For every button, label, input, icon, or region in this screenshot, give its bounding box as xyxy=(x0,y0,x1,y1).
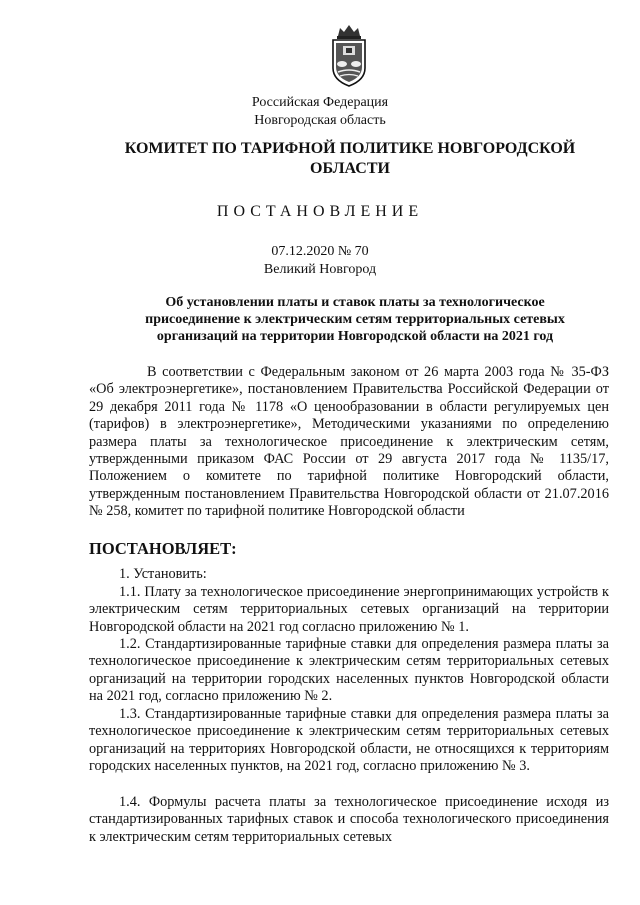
item-1-2: 1.2. Стандартизированные тарифные ставки для определения размера платы за технологическое присоединение к электрическим сетям территориальных сетевых организаций на территории городских населенных пунктов Новгородской области на 2021 год, согласно приложению № 2. xyxy=(89,636,609,705)
item-1: 1. Установить: xyxy=(119,566,207,582)
preamble-paragraph: В соответствии с Федеральным законом от 26 марта 2003 года № 35-ФЗ «Об электроэнергетике», постановлением Правительства Российской Федерации от 29 декабря 2011 года № 1178 «О ценообразовании в области регулируемых цен (тарифов) в электроэнергетике», Методическими указаниями по определению размера платы за технологическое присоединение к электрическим сетям, утвержденными приказом ФАС России от 29 августа 2017 года № 1135/17, Положением о комитете по тарифной политике Новгородский области, утвержденным постановлением Правительства Новгородской области от 21.07.2016 № 258, комитет по тарифной политике Новгородской области xyxy=(89,364,609,520)
date-number: 07.12.2020 № 70 xyxy=(271,244,369,259)
coat-of-arms-emblem xyxy=(328,22,370,88)
document-subject: Об установлении платы и ставок платы за технологическое присоединение к электрическим сетям территориальных сетевых организаций на территории Новгородской области на 2021 год xyxy=(145,295,565,344)
place-of-issue: Великий Новгород xyxy=(263,262,377,277)
document-type: ПОСТАНОВЛЕНИЕ xyxy=(216,203,424,220)
resolve-heading: ПОСТАНОВЛЯЕТ: xyxy=(89,539,237,558)
item-1-1: 1.1. Плату за технологическое присоединение энергопринимающих устройств к электрическим сетям территориальных сетевых организаций на территории Новгородской области на 2021 год согласно приложению № 1. xyxy=(89,584,609,635)
country-name: Российская Федерация xyxy=(251,95,389,110)
item-1-4: 1.4. Формулы расчета платы за технологическое присоединение исходя из стандартизированных тарифных ставок и способа технологического присоединения к электрическим сетям территориальных сетевых xyxy=(89,794,609,845)
coat-of-arms-icon xyxy=(328,22,370,88)
region-name: Новгородская область xyxy=(254,113,386,128)
item-1-3: 1.3. Стандартизированные тарифные ставки для определения размера платы за технологическое присоединение к электрическим сетям территориальных сетевых организаций на территориях Новгородской области, не относящихся к территориям городских населенных пунктов, на 2021 год, согласно приложению № 3. xyxy=(89,706,609,775)
committee-title: КОМИТЕТ ПО ТАРИФНОЙ ПОЛИТИКЕ НОВГОРОДСКОЙ ОБЛАСТИ xyxy=(124,140,576,177)
